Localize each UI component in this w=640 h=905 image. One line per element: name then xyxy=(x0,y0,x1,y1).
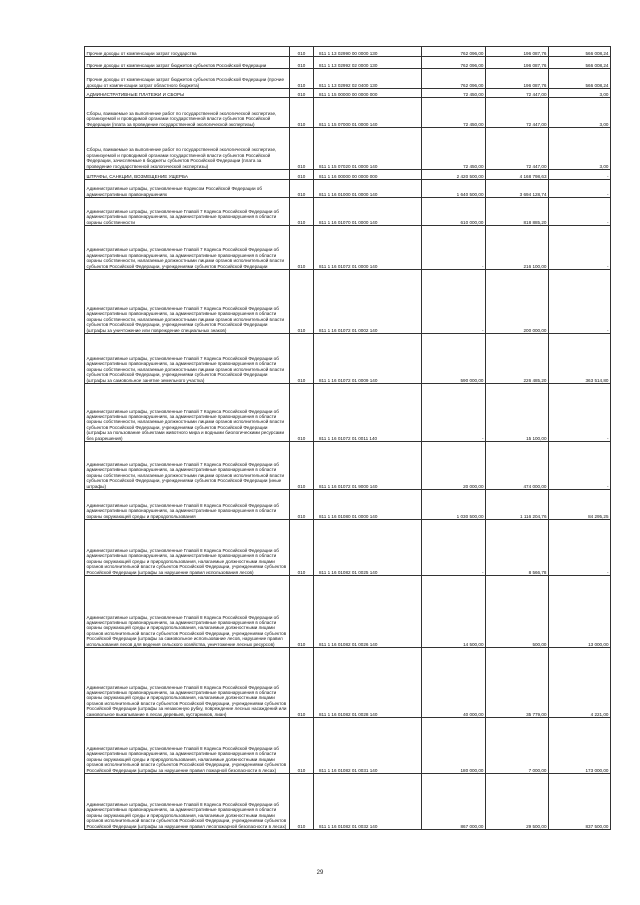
table-row xyxy=(85,384,611,442)
row-plan: - xyxy=(422,520,486,576)
row-kbk: 811 1 16 01082 01 0028 140 xyxy=(314,648,422,718)
row-name: Административные штрафы, установленные Главой 7 Кодекса Российской Федерации об административных правонарушениях, за административные правонарушения в области охраны собственности, налагаемые должностными лицами органов исполнительной власти субъектов Российской Федерации, учреждениями субъектов Российской Федерации xyxy=(85,226,290,270)
row-remaining: - xyxy=(549,170,611,180)
row-executed: 72 447,00 xyxy=(486,98,549,128)
row-executed: 818 885,20 xyxy=(486,198,549,226)
table-row xyxy=(85,47,611,57)
row-executed: 3 694 128,74 xyxy=(486,180,549,198)
row-executed: 196 087,76 xyxy=(486,69,549,89)
row-executed: 200 000,00 xyxy=(486,270,549,334)
row-code: 010 xyxy=(290,128,314,170)
row-plan: 762 096,00 xyxy=(422,69,486,89)
row-kbk: 811 1 16 01080 01 0000 140 xyxy=(314,490,422,520)
row-executed: 8 566,78 xyxy=(486,520,549,576)
row-remaining: 566 008,24 xyxy=(549,57,611,69)
row-name: АДМИНИСТРАТИВНЫЕ ПЛАТЕЖИ И СБОРЫ xyxy=(85,89,290,98)
row-code: 010 xyxy=(290,520,314,576)
row-kbk: 811 1 15 07020 01 0000 140 xyxy=(314,128,422,170)
row-code: 010 xyxy=(290,198,314,226)
table-row xyxy=(85,576,611,648)
row-kbk: 811 1 16 01072 01 0009 140 xyxy=(314,334,422,384)
row-plan: - xyxy=(422,226,486,270)
row-kbk: 811 1 16 01082 01 0025 140 xyxy=(314,520,422,576)
table-row xyxy=(85,89,611,98)
row-kbk: 811 1 13 02990 00 0000 130 xyxy=(314,47,422,57)
row-kbk: 811 1 15 07000 01 0000 140 xyxy=(314,98,422,128)
row-plan: 610 000,00 xyxy=(422,198,486,226)
table-row xyxy=(85,490,611,520)
row-executed: 196 087,76 xyxy=(486,57,549,69)
row-plan: - xyxy=(422,270,486,334)
row-executed: 216 100,00 xyxy=(486,226,549,270)
row-code: 010 xyxy=(290,490,314,520)
row-remaining: 4 221,00 xyxy=(549,648,611,718)
row-name: Административные штрафы, установленные Главой 7 Кодекса Российской Федерации об административных правонарушениях, за административные правонарушения в области охраны собственности, налагаемые должностными лицами органов исполнительной власти субъектов Российской Федерации, учреждениями субъектов Российской Федерации (штрафы за самовольное занятие земельного участка) xyxy=(85,334,290,384)
row-remaining: 13 000,00 xyxy=(549,576,611,648)
row-code: 010 xyxy=(290,718,314,774)
row-executed: 4 168 798,63 xyxy=(486,170,549,180)
row-name: Административные штрафы, установленные Главой 8 Кодекса Российской Федерации об административных правонарушениях, за административные правонарушения в области охраны окружающей среды и природопользования, налагаемые должностными лицами органов исполнительной власти субъектов Российской Федерации, учреждениями субъектов Российской Федерации (штрафы за нарушение правил использования лесов) xyxy=(85,520,290,576)
row-name: Административные штрафы, установленные Главой 7 Кодекса Российской Федерации об административных правонарушениях, за административные правонарушения в области охраны собственности, налагаемые должностными лицами органов исполнительной власти субъектов Российской Федерации, учреждениями субъектов Российской Федерации (штрафы за уничтожение или повреждение специальных знаков) xyxy=(85,270,290,334)
row-code: 010 xyxy=(290,226,314,270)
row-code: 010 xyxy=(290,47,314,57)
row-name: Административные штрафы, установленные Главой 7 Кодекса Российской Федерации об административных правонарушениях, за административные правонарушения в области охраны собственности, налагаемые должностными лицами органов исполнительной власти субъектов Российской Федерации, учреждениями субъектов Российской Федерации (штрафы за пользование объектами животного мира и водными биологическими ресурсами без разрешения) xyxy=(85,384,290,442)
table-row xyxy=(85,520,611,576)
row-name: Административные штрафы, установленные Главой 8 Кодекса Российской Федерации об административных правонарушениях, за административные правонарушения в области охраны окружающей среды и природопользования, налагаемые должностными лицами органов исполнительной власти субъектов Российской Федерации, учреждениями субъектов Российской Федерации (штрафы за самовольное использование лесов, нарушение правил использования лесов для ведения сельского хозяйства, уничтожение лесных ресурсов) xyxy=(85,576,290,648)
row-remaining: - xyxy=(549,226,611,270)
row-plan: 72 450,00 xyxy=(422,98,486,128)
report-page xyxy=(84,46,610,830)
row-code: 010 xyxy=(290,774,314,830)
row-code: 010 xyxy=(290,98,314,128)
row-kbk: 811 1 16 01000 01 0000 140 xyxy=(314,180,422,198)
row-plan: - xyxy=(422,384,486,442)
row-executed: 226 485,20 xyxy=(486,334,549,384)
row-remaining: 566 008,24 xyxy=(549,47,611,57)
row-kbk: 811 1 16 01072 01 0002 140 xyxy=(314,270,422,334)
row-remaining: - xyxy=(549,520,611,576)
row-code: 010 xyxy=(290,89,314,98)
page-number: 29 xyxy=(316,870,324,876)
table-row xyxy=(85,270,611,334)
row-plan: 20 000,00 xyxy=(422,442,486,490)
row-remaining: 173 000,00 xyxy=(549,718,611,774)
row-executed: 7 000,00 xyxy=(486,718,549,774)
row-executed: 29 500,00 xyxy=(486,774,549,830)
row-kbk: 811 1 13 02992 02 0400 130 xyxy=(314,69,422,89)
row-remaining: - xyxy=(549,270,611,334)
row-name: Прочие доходы от компенсации затрат бюджетов субъектов Российской Федерации xyxy=(85,57,290,69)
row-plan: 180 000,00 xyxy=(422,718,486,774)
row-plan: 1 640 500,00 xyxy=(422,180,486,198)
row-executed: 15 100,00 xyxy=(486,384,549,442)
row-plan: 867 000,00 xyxy=(422,774,486,830)
row-code: 010 xyxy=(290,576,314,648)
table-row xyxy=(85,226,611,270)
row-code: 010 xyxy=(290,648,314,718)
row-plan: 762 096,00 xyxy=(422,47,486,57)
row-code: 010 xyxy=(290,180,314,198)
row-kbk: 811 1 16 01082 01 0026 140 xyxy=(314,576,422,648)
row-name: Прочие доходы от компенсации затрат государства xyxy=(85,47,290,57)
table-row xyxy=(85,69,611,89)
row-remaining: - xyxy=(549,180,611,198)
row-name: Административные штрафы, установленные Главой 8 Кодекса Российской Федерации об административных правонарушениях, за административные правонарушения в области охраны окружающей среды и природопользования xyxy=(85,490,290,520)
row-remaining: 84 295,25 xyxy=(549,490,611,520)
row-plan: 1 030 500,00 xyxy=(422,490,486,520)
row-remaining: - xyxy=(549,442,611,490)
row-remaining: 3,00 xyxy=(549,98,611,128)
row-kbk: 811 1 13 02992 02 0000 130 xyxy=(314,57,422,69)
row-remaining: - xyxy=(549,384,611,442)
row-name: ШТРАФЫ, САНКЦИИ, ВОЗМЕЩЕНИЕ УЩЕРБА xyxy=(85,170,290,180)
row-plan: 14 500,00 xyxy=(422,576,486,648)
row-kbk: 811 1 16 00000 00 0000 000 xyxy=(314,170,422,180)
row-executed: 474 000,00 xyxy=(486,442,549,490)
table-row xyxy=(85,648,611,718)
row-code: 010 xyxy=(290,334,314,384)
table-body xyxy=(85,47,611,830)
row-remaining: 363 514,80 xyxy=(549,334,611,384)
table-row xyxy=(85,198,611,226)
row-code: 010 xyxy=(290,69,314,89)
row-kbk: 811 1 16 01082 01 0031 140 xyxy=(314,718,422,774)
row-executed: 72 447,00 xyxy=(486,128,549,170)
row-plan: 40 000,00 xyxy=(422,648,486,718)
row-plan: 72 450,00 xyxy=(422,128,486,170)
table-row xyxy=(85,180,611,198)
row-name: Административные штрафы, установленные Главой 8 Кодекса Российской Федерации об административных правонарушениях, за административные правонарушения в области охраны окружающей среды и природопользования, налагаемые должностными лицами органов исполнительной власти субъектов Российской Федерации, учреждениями субъектов Российской Федерации (штрафы за нарушение правил пожарной безопасности в лесах) xyxy=(85,718,290,774)
row-executed: 500,00 xyxy=(486,576,549,648)
row-remaining: 3,00 xyxy=(549,128,611,170)
row-executed: 196 087,76 xyxy=(486,47,549,57)
row-code: 010 xyxy=(290,170,314,180)
table-row xyxy=(85,442,611,490)
row-remaining: 3,00 xyxy=(549,89,611,98)
row-plan: 590 000,00 xyxy=(422,334,486,384)
table-row xyxy=(85,98,611,128)
row-executed: 72 447,00 xyxy=(486,89,549,98)
row-name: Сборы, взимаемые за выполнение работ по государственной экологической экспертизе, организуемой и проводимой органами государственной власти субъектов Российской Федерации, зачисляемые в бюджеты субъектов Российской Федерации (плата за проведение государственной экологической экспертизы) xyxy=(85,128,290,170)
table-row xyxy=(85,718,611,774)
row-executed: 35 779,00 xyxy=(486,648,549,718)
row-name: Административные штрафы, установленные Главой 8 Кодекса Российской Федерации об административных правонарушениях, за административные правонарушения в области охраны окружающей среды и природопользования, налагаемые должностными лицами органов исполнительной власти субъектов Российской Федерации, учреждениями субъектов Российской Федерации (штрафы за нарушение правил лесопожарной безопасности в лесах) xyxy=(85,774,290,830)
row-code: 010 xyxy=(290,270,314,334)
table-row xyxy=(85,334,611,384)
row-plan: 762 096,00 xyxy=(422,57,486,69)
row-kbk: 811 1 16 01072 01 0000 140 xyxy=(314,226,422,270)
table-row xyxy=(85,128,611,170)
row-remaining: - xyxy=(549,198,611,226)
row-plan: 72 450,00 xyxy=(422,89,486,98)
row-kbk: 811 1 16 01072 01 0011 140 xyxy=(314,384,422,442)
row-remaining: 566 008,24 xyxy=(549,69,611,89)
row-kbk: 811 1 16 01082 01 0032 140 xyxy=(314,774,422,830)
row-code: 010 xyxy=(290,57,314,69)
table-row xyxy=(85,774,611,830)
row-name: Административные штрафы, установленные Главой 7 Кодекса Российской Федерации об административных правонарушениях, за административные правонарушения в области охраны собственности xyxy=(85,198,290,226)
table-row xyxy=(85,170,611,180)
row-remaining: 837 500,00 xyxy=(549,774,611,830)
row-name: Административные штрафы, установленные Главой 8 Кодекса Российской Федерации об административных правонарушениях, за административные правонарушения в области охраны окружающей среды и природопользования, налагаемые должностными лицами органов исполнительной власти субъектов Российской Федерации, учреждениями субъектов Российской Федерации (штрафы за незаконную рубку, повреждение лесных насаждений или самовольное выкапывание в лесах деревьев, кустарников, лиан) xyxy=(85,648,290,718)
row-code: 010 xyxy=(290,384,314,442)
row-name: Административные штрафы, установленные Кодексом Российской Федерации об административных правонарушениях xyxy=(85,180,290,198)
row-plan: 2 420 500,00 xyxy=(422,170,486,180)
row-name: Сборы, взимаемые за выполнение работ по государственной экологической экспертизе, организуемой и проводимой органами государственной власти субъектов Российской Федерации (плата за проведение государственной экологической экспертизы) xyxy=(85,98,290,128)
income-table xyxy=(84,46,611,830)
row-executed: 1 116 204,76 xyxy=(486,490,549,520)
row-name: Прочие доходы от компенсации затрат бюджетов субъектов Российской Федерации (прочие доходы от компенсации затрат областного бюджета) xyxy=(85,69,290,89)
row-name: Административные штрафы, установленные Главой 7 Кодекса Российской Федерации об административных правонарушениях, за административные правонарушения в области охраны собственности, налагаемые должностными лицами органов исполнительной власти субъектов Российской Федерации, учреждениями субъектов Российской Федерации (иные штрафы) xyxy=(85,442,290,490)
row-kbk: 811 1 15 00000 00 0000 000 xyxy=(314,89,422,98)
table-row xyxy=(85,57,611,69)
row-kbk: 811 1 16 01072 01 9000 140 xyxy=(314,442,422,490)
row-code: 010 xyxy=(290,442,314,490)
row-kbk: 811 1 16 01070 01 0000 140 xyxy=(314,198,422,226)
